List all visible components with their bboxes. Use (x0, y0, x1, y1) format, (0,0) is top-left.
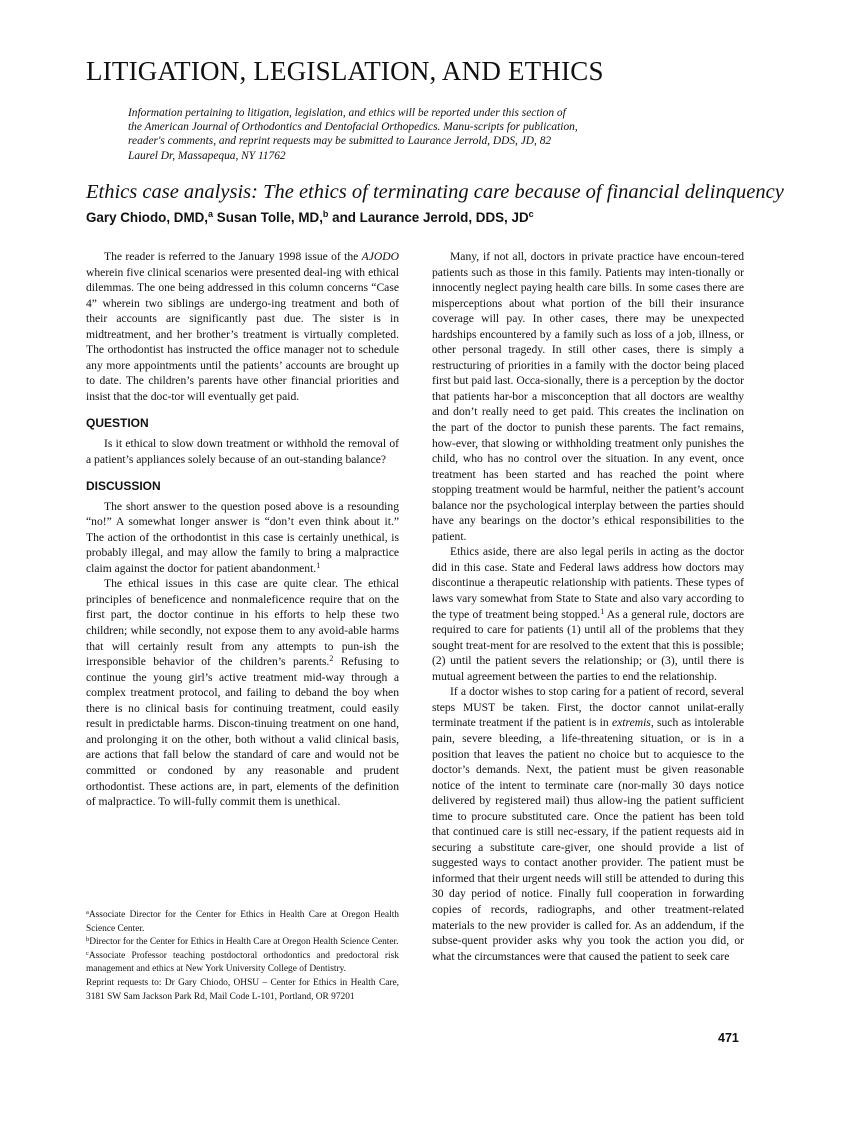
left-column (86, 249, 399, 810)
body-paragraph (432, 544, 744, 684)
italic-term: extremis, (611, 716, 654, 730)
reprint-requests: Reprint requests to: Dr Gary Chiodo, OHSU – Center for Ethics in Health Care, 3181 SW Sam Jackson Park Rd, Mail Code L-101, Portland, OR 97201 (86, 977, 399, 1002)
text-run: Refusing to continue the young girl’s active treatment mid-way through a complex treatment protocol, and failing to deband the boy when there is no clinical basis for continuing treatment, could easily result in predictable harms. Discon-tinuing treatment on one hand, and prolonging it on the other, both without a valid clinical basis, are actions that fall below the standard of care and would not be committed or condoned by any reasonable and prudent orthodontist. These actions are, in part, elements of the definition of malpractice. To will-fully commit them is unethical. (86, 655, 399, 809)
question-paragraph: Is it ethical to slow down treatment or withhold the removal of a patient’s appliances solely because of an out-standing balance? (86, 437, 399, 466)
footnote-text: Associate Director for the Center for Ethics in Health Care at Oregon Health Science Center. (86, 910, 399, 934)
text-run: As a general rule, doctors are required to care for patients (1) until all of the problems that they sought treat-ment for are resolved to the extent that this is possible; (2) until the patient severs the relationship; or (3), until there is mutual agreement between the parties to end the relationship. (432, 607, 744, 683)
author-name: and Laurance Jerrold, DDS, JD (332, 210, 529, 225)
footnotes (86, 909, 399, 1004)
intro-paragraph (86, 249, 399, 404)
citation-ref: 1 (600, 606, 605, 616)
footnote-text: Associate Professor teaching postdoctoral orthodontics and predoctoral risk management and ethics at New York University College of Dentistry. (86, 950, 399, 975)
affiliation-mark: a (208, 209, 214, 219)
section-title: LITIGATION, LEGISLATION, AND ETHICS (86, 56, 604, 86)
body-paragraph: Many, if not all, doctors in private practice have encoun-tered patients such as those in this family. Patients may inten-tionally or innocently neglect paying health care bills. In some cases there are misperceptions about what portion of the bill their insurance coverage will pay. In other cases, there may be unexpected hardships encountered by a family such as loss of a job, illness, or other personal tragedy. In still other cases, there is simply a restructuring of priorities in a family with the doctor being placed first but paid last. Occa-sionally, there is a perception by the doctor that patients har-bor a misconception that all doctors are wealthy and don’t really need to get paid. This creates the inclination on the part of the doctor to punish these parents. The fact remains, how-ever, that slowing or withholding treatment only punishes the child, who has no control over the situation. In any event, once treatment has been started and has reached the point where stopping treatment would be harmful, neither the patient’s account balance nor the psychological interplay between the parties should have any bearings on the doctor’s ethical responsibilities to the patient. (432, 250, 744, 543)
journal-abbrev: AJODO (361, 250, 399, 263)
citation-ref: 1 (316, 560, 321, 570)
citation-ref: 2 (329, 654, 334, 664)
question-heading: QUESTION (86, 416, 149, 431)
text-run: The short answer to the question posed above is a resounding “no!” A somewhat longer answer is “don’t even think about it.” The action of the orthodontist in this case is certainly unethical, is probably illegal, and may allow the family to bring a malpractice claim against the doctor for patient abandonment. (86, 499, 399, 575)
footnote (86, 950, 399, 977)
footnote (86, 909, 399, 936)
affiliation-mark: c (528, 209, 534, 219)
article-title: Ethics case analysis: The ethics of terminating care because of financial delinquency (86, 181, 784, 203)
footnote-mark: b (86, 936, 90, 944)
body-paragraph (432, 684, 744, 964)
discussion-paragraph (86, 576, 399, 809)
author-name: Susan Tolle, MD, (216, 210, 323, 225)
discussion-paragraph (86, 499, 399, 577)
affiliation-mark: b (322, 209, 329, 219)
text-run: If a doctor wishes to stop caring for a patient of record, several steps MUST be taken. First, the doctor cannot unilat-erally terminate treatment if the patient is in (432, 685, 744, 730)
page-number: 471 (718, 1031, 739, 1045)
footnote-mark: c (86, 949, 89, 957)
footnote-mark: a (86, 909, 89, 916)
text-run: such as intolerable pain, severe bleeding, a life-threatening situation, or is in a position that leaves the patient no choice but to acquiesce to the doctor’s demands. Next, the patient must be given reasonable notice of the intent to terminate care (nor-mally 30 days notice delivered by registered mail) thus allow-ing the patient sufficient time to procure substituted care. Once the patient has been told that continued care is still nec-essary, if the patient requests aid in securing a substitute care-giver, one should provide a list of suggested ways to contact another provider. The patient must be informed that their urgent needs will still be attended to during this 30 day period of notice. Finally full cooperation in forwarding copies of records, radiographs, and other treatment-related materials to the new provider is called for. As an addendum, if the subse-quent provider asks why you took the action you did, or what the circumstances were that caused the patient to seek care (432, 716, 744, 963)
author-list (86, 210, 534, 225)
footnote-text: Director for the Center for Ethics in Health Care at Oregon Health Science Center. (89, 937, 399, 948)
section-intro: Information pertaining to litigation, legislation, and ethics will be reported under this section of the American Journal of Orthodontics and Dentofacial Orthopedics. Manu-scripts for publication, reader's comments, and reprint requests may be submitted to Laurance Jerrold, DDS, JD, 82 Laurel Dr, Massapequa, NY 11762 (128, 107, 578, 162)
text-run: The ethical issues in this case are quite clear. The ethical principles of beneficence and nonmaleficence require that on the first part, the doctor continue in his efforts to help these two children; while secondly, not expose them to any avoid-able harms that will certainly result from any attempts to pun-ish the irresponsible behavior of the children’s parents. (86, 577, 399, 669)
text-run: Ethics aside, there are also legal perils in acting as the doctor did in this case. State and Federal laws address how doctors may discontinue a therapeutic relationship with patients. These types of laws vary somewhat from State to State and also vary according to the type of treatment being stopped. (432, 545, 744, 621)
author-name: Gary Chiodo, DMD, (86, 210, 209, 225)
discussion-heading: DISCUSSION (86, 479, 161, 494)
right-column (432, 249, 744, 964)
text-run: wherein five clinical scenarios were presented deal-ing with ethical dilemmas. The one being addressed in this column concerns “Case 4” wherein two siblings are undergo-ing treatment and both of their accounts are significantly past due. The sister is in midtreatment, and her brother’s treatment is virtually completed. The orthodontist has instructed the office manager not to schedule any more appointments until the patients’ accounts are brought up to date. The children’s parents have other financial priorities and insist that the doc-tor will eventually get paid. (86, 265, 399, 403)
footnote (86, 936, 399, 950)
text-run: The reader is referred to the January 1998 issue of the (104, 250, 362, 263)
